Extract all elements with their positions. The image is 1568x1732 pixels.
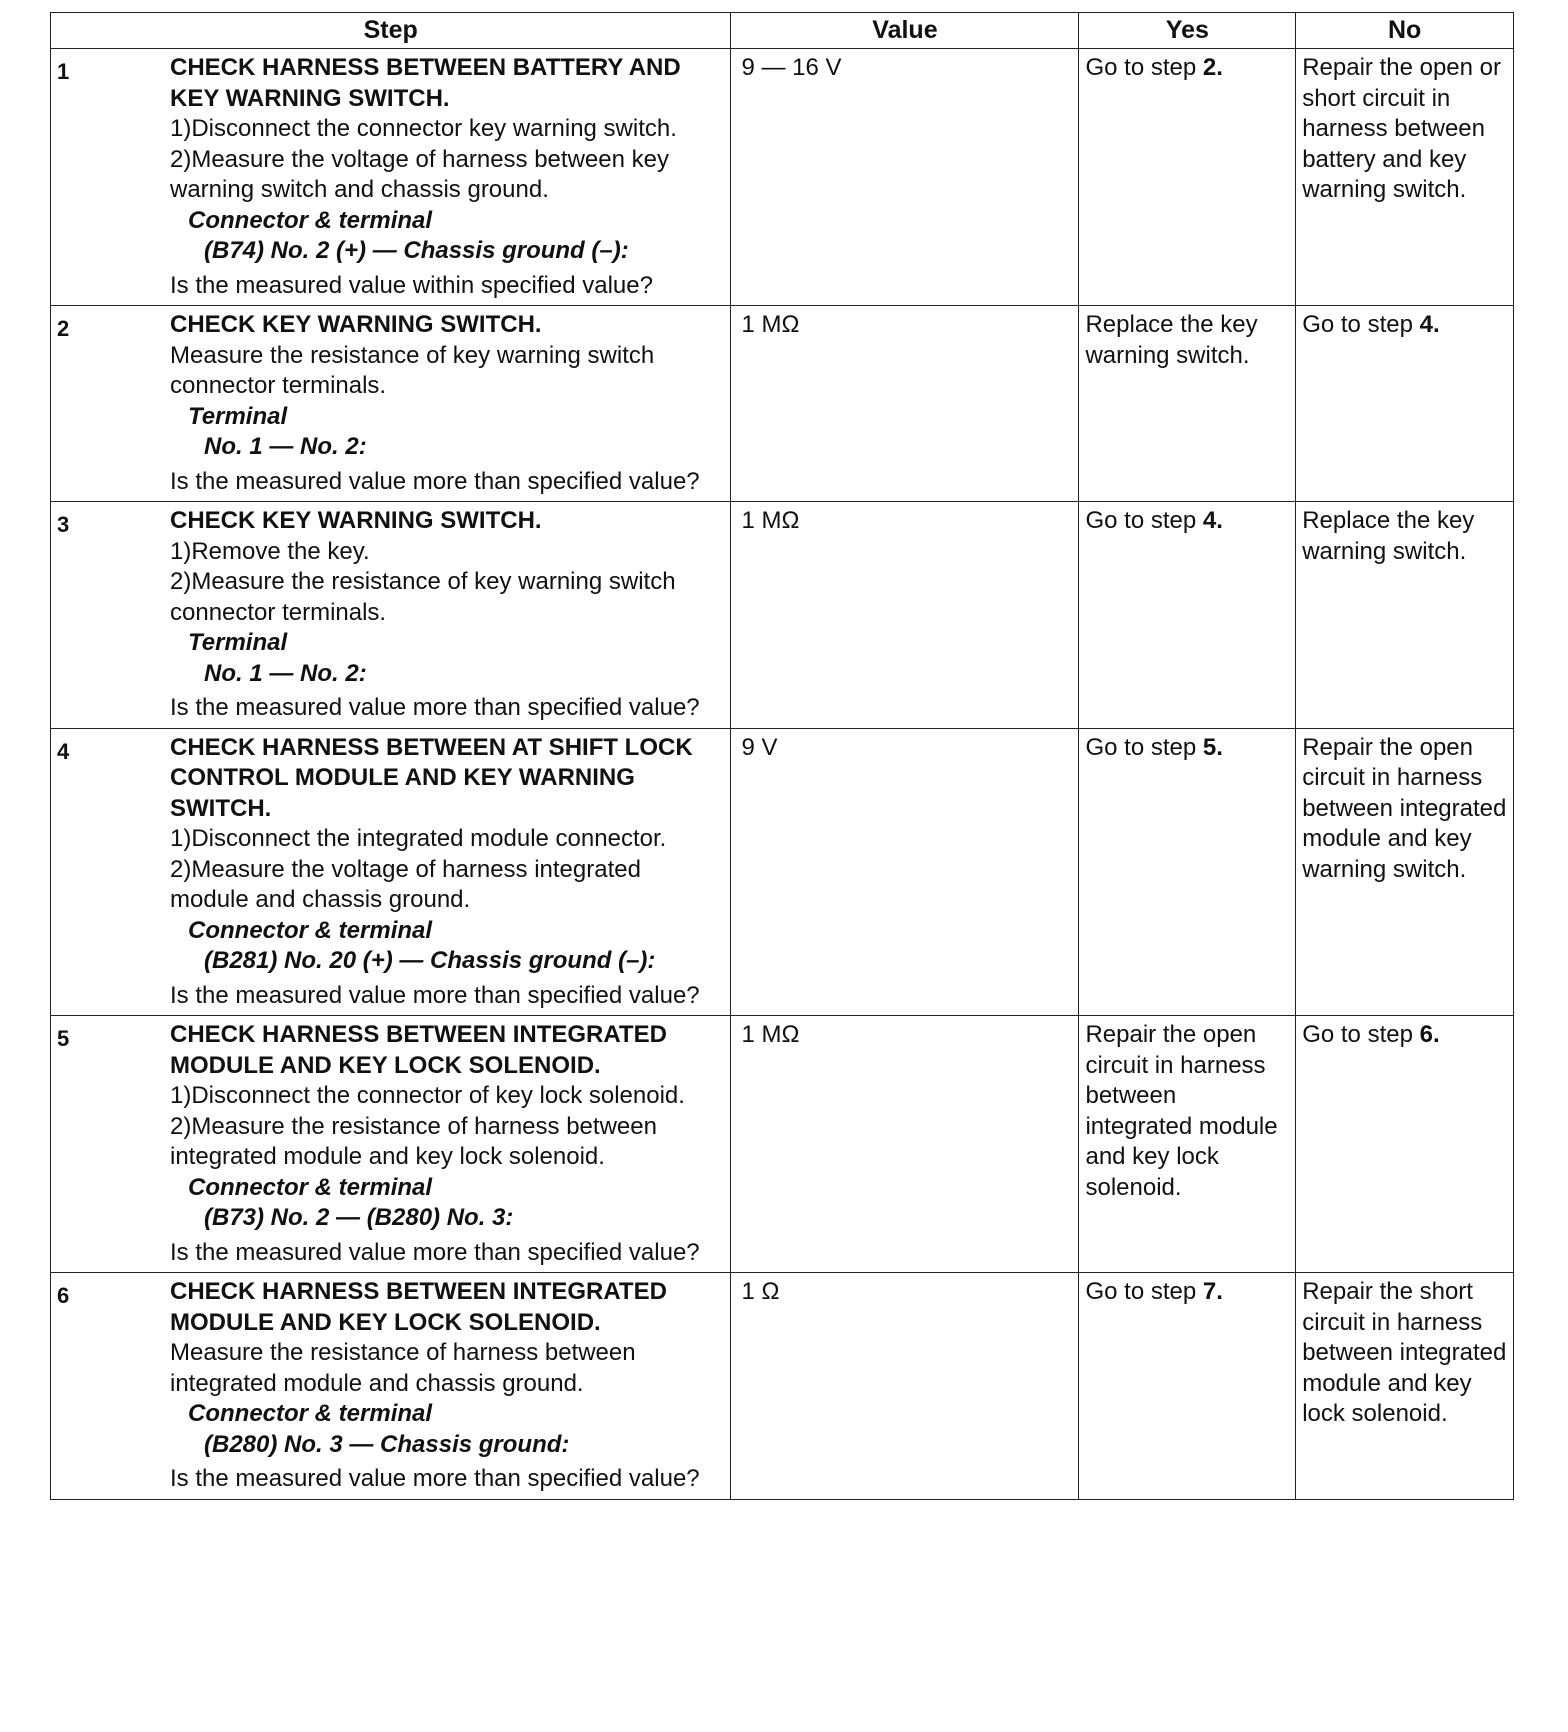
header-row: [51, 13, 1514, 49]
step-title: CHECK HARNESS BETWEEN INTEGRATED MODULE AND KEY LOCK SOLENOID.: [170, 1021, 667, 1079]
yes-action: Go to step: [1085, 733, 1203, 761]
step-title: CHECK KEY WARNING SWITCH.: [170, 507, 542, 534]
yes-action: Repair the open circuit in harness between integrated module and key lock solenoid.: [1085, 1021, 1278, 1201]
value-cell: [731, 306, 1079, 502]
yes-cell: [1079, 502, 1296, 729]
yes-action: Go to step: [1085, 1278, 1203, 1305]
step-body: [170, 506, 724, 724]
step-question: Is the measured value more than specified value?: [170, 1238, 700, 1266]
step-instruction: 1)Disconnect the connector of key lock solenoid.: [170, 1082, 685, 1109]
spec-terminals: No. 1 — No. 2:: [204, 433, 367, 460]
spec-label: Connector & terminal: [188, 1173, 433, 1201]
step-instruction: 2)Measure the resistance of harness between integrated module and key lock solenoid.: [170, 1112, 657, 1170]
no-action: Repair the open circuit in harness between integrated module and key warning switch.: [1302, 733, 1507, 883]
step-instruction: 2)Measure the resistance of key warning switch connector terminals.: [170, 568, 676, 626]
spec-label: Connector & terminal: [188, 206, 433, 234]
spec-label: Terminal: [188, 629, 288, 656]
spec-terminals: (B74) No. 2 (+) — Chassis ground (–):: [204, 237, 629, 264]
step-number: 3: [57, 512, 70, 537]
step-body: [170, 53, 724, 301]
table-row: [51, 502, 1514, 729]
table-row: [51, 306, 1514, 502]
step-cell: [51, 728, 731, 1016]
spec-value: 1 MΩ: [741, 507, 800, 534]
step-instruction: 1)Disconnect the connector key warning switch.: [170, 115, 677, 142]
spec-value: 1 MΩ: [741, 1021, 800, 1048]
table-row: [51, 728, 1514, 1016]
step-question: Is the measured value more than specified value?: [170, 981, 700, 1009]
spec-terminals: (B281) No. 20 (+) — Chassis ground (–):: [204, 947, 656, 974]
step-instruction: 1)Remove the key.: [170, 537, 370, 565]
header-step: Step: [51, 13, 731, 49]
header-yes: Yes: [1079, 13, 1296, 49]
no-cell: [1296, 502, 1514, 729]
spec-value: 1 Ω: [741, 1278, 780, 1305]
step-number: 5: [57, 1026, 70, 1051]
yes-action: Go to step: [1085, 54, 1203, 81]
yes-cell: [1079, 49, 1296, 306]
step-body: [170, 733, 724, 1012]
step-cell: [51, 306, 731, 502]
no-step-ref: 4.: [1419, 311, 1440, 338]
value-cell: [731, 1273, 1079, 1500]
spec-value: 9 — 16 V: [741, 54, 842, 81]
step-question: Is the measured value more than specified value?: [170, 467, 700, 495]
yes-step-ref: 7.: [1202, 1278, 1223, 1305]
step-number: 1: [57, 59, 70, 84]
value-cell: [731, 728, 1079, 1016]
step-title: CHECK HARNESS BETWEEN INTEGRATED MODULE AND KEY LOCK SOLENOID.: [170, 1278, 667, 1336]
step-body: [170, 1020, 724, 1268]
value-cell: [731, 502, 1079, 729]
table-row: [51, 1016, 1514, 1273]
step-instruction: Measure the resistance of harness between integrated module and chassis ground.: [170, 1339, 636, 1397]
step-cell: [51, 49, 731, 306]
yes-cell: [1079, 1016, 1296, 1273]
step-title: CHECK HARNESS BETWEEN AT SHIFT LOCK CONTROL MODULE AND KEY WARNING SWITCH.: [170, 733, 693, 822]
step-cell: [51, 502, 731, 729]
no-cell: [1296, 306, 1514, 502]
table-row: [51, 49, 1514, 306]
yes-cell: [1079, 1273, 1296, 1500]
no-action: Go to step: [1302, 311, 1420, 338]
spec-label: Connector & terminal: [188, 1400, 433, 1427]
no-cell: [1296, 1016, 1514, 1273]
step-instruction: Measure the resistance of key warning switch connector terminals.: [170, 341, 655, 399]
step-number: 6: [57, 1283, 70, 1308]
header-value: Value: [731, 13, 1079, 49]
spec-terminals: No. 1 — No. 2:: [204, 659, 367, 687]
diagnostic-table: [50, 12, 1514, 1500]
spec-label: Terminal: [188, 402, 288, 430]
step-question: Is the measured value more than specified value?: [170, 694, 700, 721]
yes-action: Go to step: [1085, 507, 1203, 534]
no-cell: [1296, 49, 1514, 306]
step-title: CHECK KEY WARNING SWITCH.: [170, 311, 542, 338]
step-instruction: 2)Measure the voltage of harness integrated module and chassis ground.: [170, 855, 641, 913]
step-instruction: 1)Disconnect the integrated module connector.: [170, 825, 667, 852]
no-action: Go to step: [1302, 1021, 1420, 1048]
step-instruction: 2)Measure the voltage of harness between key warning switch and chassis ground.: [170, 145, 669, 203]
step-cell: [51, 1016, 731, 1273]
spec-terminals: (B73) No. 2 — (B280) No. 3:: [204, 1204, 514, 1231]
spec-value: 1 MΩ: [741, 311, 800, 338]
step-body: [170, 1277, 724, 1495]
no-action: Replace the key warning switch.: [1302, 507, 1475, 565]
no-action: Repair the open or short circuit in harness between battery and key warning switch.: [1302, 54, 1501, 203]
spec-value: 9 V: [741, 733, 778, 761]
yes-action: Replace the key warning switch.: [1085, 311, 1258, 369]
yes-step-ref: 5.: [1202, 733, 1223, 761]
value-cell: [731, 1016, 1079, 1273]
yes-step-ref: 2.: [1202, 54, 1223, 81]
step-question: Is the measured value within specified value?: [170, 271, 653, 299]
spec-label: Connector & terminal: [188, 916, 433, 944]
step-body: [170, 310, 724, 497]
no-cell: [1296, 728, 1514, 1016]
step-number: 2: [57, 316, 70, 341]
spec-terminals: (B280) No. 3 — Chassis ground:: [204, 1430, 570, 1458]
yes-cell: [1079, 306, 1296, 502]
no-cell: [1296, 1273, 1514, 1500]
yes-cell: [1079, 728, 1296, 1016]
header-no: No: [1296, 13, 1514, 49]
value-cell: [731, 49, 1079, 306]
table-row: [51, 1273, 1514, 1500]
step-cell: [51, 1273, 731, 1500]
step-title: CHECK HARNESS BETWEEN BATTERY AND KEY WARNING SWITCH.: [170, 54, 681, 112]
step-number: 4: [57, 738, 70, 764]
step-question: Is the measured value more than specified value?: [170, 1465, 700, 1492]
no-step-ref: 6.: [1419, 1021, 1440, 1048]
yes-step-ref: 4.: [1202, 507, 1223, 534]
no-action: Repair the short circuit in harness between integrated module and key lock solenoid.: [1302, 1278, 1507, 1427]
